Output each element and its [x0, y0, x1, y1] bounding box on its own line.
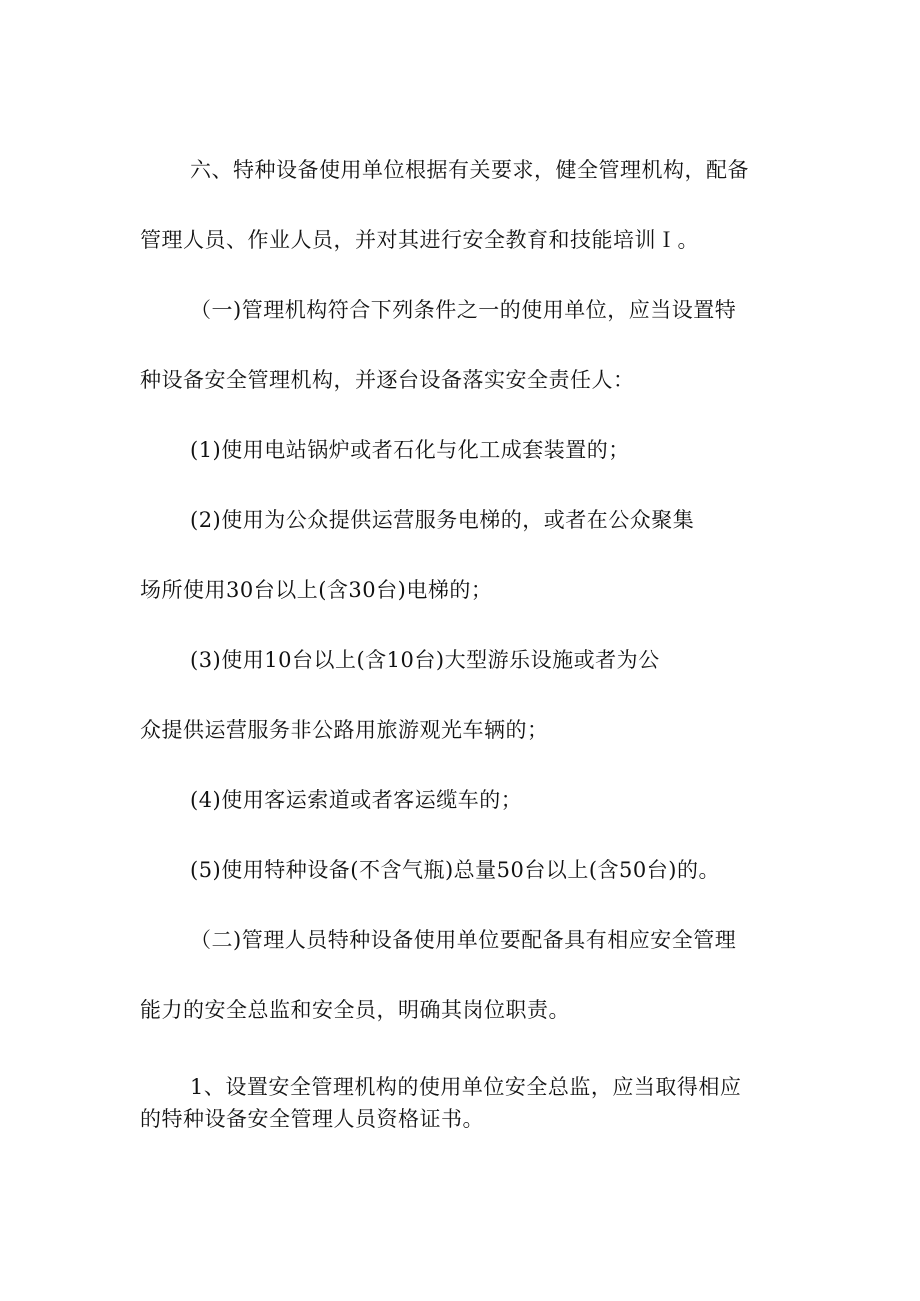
list-item-continuation: 众提供运营服务非公路用旅游观光车辆的； — [140, 718, 549, 742]
final-paragraph-line: 1、设置安全管理机构的使用单位安全总监，应当取得相应 — [190, 1075, 742, 1099]
paragraph-line: （二)管理人员特种设备使用单位要配备具有相应安全管理 — [190, 928, 737, 952]
list-item: (2)使用为公众提供运营服务电梯的，或者在公众聚集 — [190, 508, 695, 532]
paragraph-line: 六、特种设备使用单位根据有关要求，健全管理机构，配备 — [190, 158, 749, 182]
list-item: (4)使用客运索道或者客运缆车的； — [190, 788, 523, 812]
paragraph-line: 管理人员、作业人员，并对其进行安全教育和技能培训Ｉ。 — [140, 228, 699, 252]
list-item: (3)使用10台以上(含10台)大型游乐设施或者为公 — [190, 648, 660, 672]
list-item: (5)使用特种设备(不含气瓶)总量50台以上(含50台)的。 — [190, 858, 720, 882]
final-paragraph — [140, 1071, 741, 1135]
list-item-continuation: 场所使用30台以上(含30台)电梯的； — [140, 578, 493, 602]
list-item: (1)使用电站锅炉或者石化与化工成套装置的； — [190, 438, 630, 462]
paragraph-line: （一)管理机构符合下列条件之一的使用单位，应当设置特 — [190, 298, 737, 322]
paragraph-line: 种设备安全管理机构，并逐台设备落实安全责任人： — [140, 368, 635, 392]
paragraph-line: 能力的安全总监和安全员，明确其岗位职责。 — [140, 998, 570, 1022]
final-paragraph-line: 的特种设备安全管理人员资格证书。 — [140, 1107, 484, 1131]
